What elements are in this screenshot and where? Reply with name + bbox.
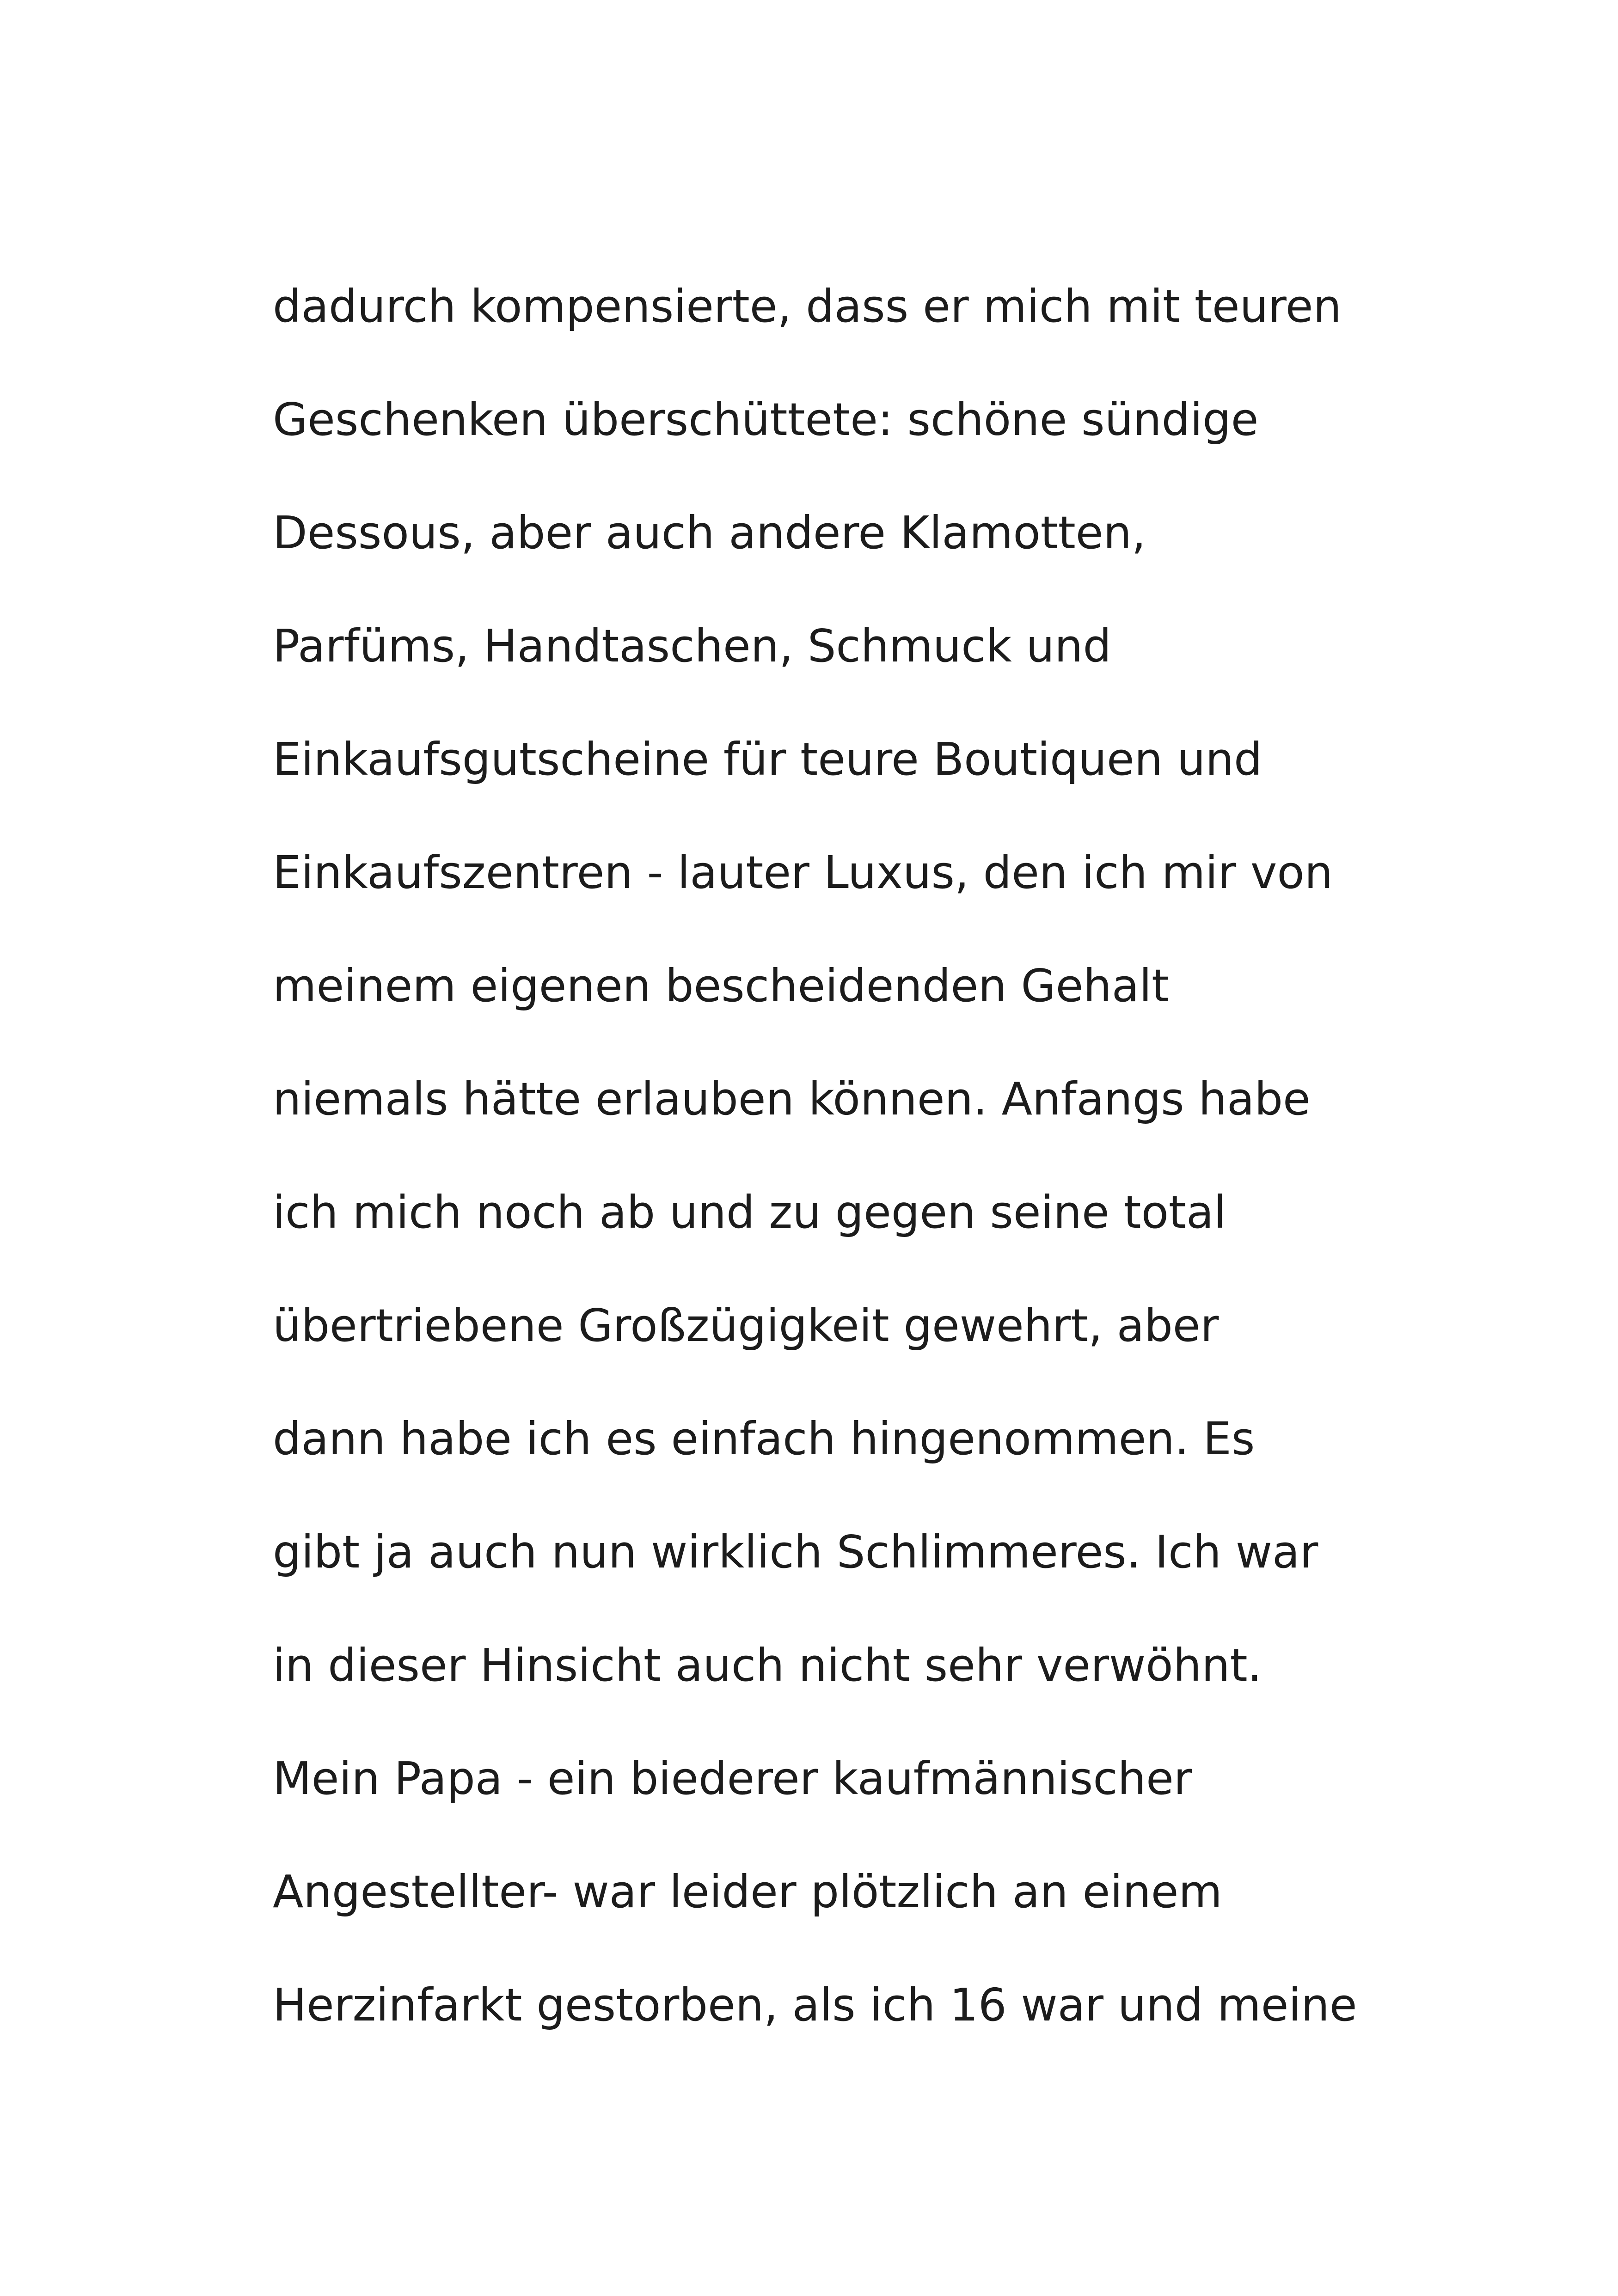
- text-line: ich mich noch ab und zu gegen seine total: [273, 1186, 1226, 1238]
- text-line: gibt ja auch nun wirklich Schlimmeres. Ich war: [273, 1526, 1318, 1578]
- text-line: dann habe ich es einfach hingenommen. Es: [273, 1413, 1255, 1465]
- text-line: Angestellter- war leider plötzlich an einem: [273, 1866, 1222, 1918]
- text-line: dadurch kompensierte, dass er mich mit teuren: [273, 280, 1342, 332]
- text-line: übertriebene Großzügigkeit gewehrt, aber: [273, 1299, 1219, 1352]
- text-line: Einkaufsgutscheine für teure Boutiquen und: [273, 733, 1263, 785]
- text-line: Mein Papa - ein biederer kaufmännischer: [273, 1752, 1192, 1805]
- text-line: Geschenken überschüttete: schöne sündige: [273, 393, 1259, 446]
- text-line: Einkaufszentren - lauter Luxus, den ich mir von: [273, 846, 1333, 899]
- text-line: meinem eigenen bescheidenden Gehalt: [273, 960, 1170, 1012]
- text-line: Herzinfarkt gestorben, als ich 16 war und meine: [273, 1979, 1357, 2031]
- text-line: Dessous, aber auch andere Klamotten,: [273, 507, 1146, 559]
- text-line: niemals hätte erlauben können. Anfangs habe: [273, 1073, 1311, 1125]
- body-text: [273, 276, 1595, 2088]
- text-line: in dieser Hinsicht auch nicht sehr verwöhnt.: [273, 1639, 1262, 1691]
- text-line: Parfüms, Handtaschen, Schmuck und: [273, 620, 1112, 672]
